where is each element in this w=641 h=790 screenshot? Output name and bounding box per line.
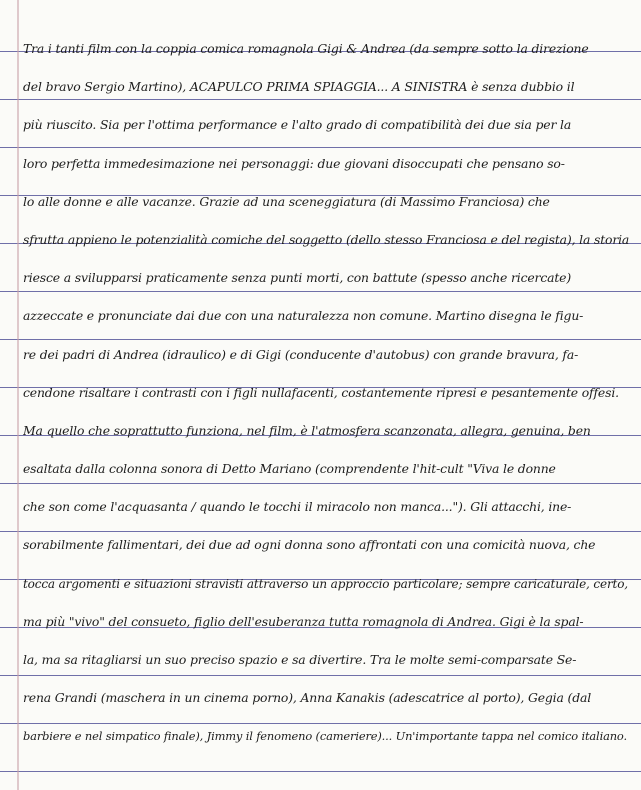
- text-line: ma più "vivo" del consueto, figlio dell'esuberanza tutta romagnola di Andrea. Gigi è la spal-: [23, 613, 584, 629]
- text-line: lo alle donne e alle vacanze. Grazie ad una sceneggiatura (di Massimo Franciosa) che: [23, 193, 550, 209]
- text-line: che son come l'acquasanta / quando le tocchi il miracolo non manca..."). Gli attacchi, ine-: [23, 499, 572, 515]
- text-line: loro perfetta immedesimazione nei personaggi: due giovani disoccupati che pensano so-: [23, 155, 565, 171]
- text-line: sfrutta appieno le potenzialità comiche del soggetto (dello stesso Franciosa e del regista), la storia: [23, 231, 630, 247]
- text-line: Ma quello che soprattutto funziona, nel film, è l'atmosfera scanzonata, allegra, genuina, ben: [23, 422, 591, 438]
- text-line: Tra i tanti film con la coppia comica romagnola Gigi & Andrea (da sempre sotto la direzione: [23, 41, 589, 56]
- text-line: cendone risaltare i contrasti con i figli nullafacenti, costantemente ripresi e pesantemente offesi.: [23, 384, 619, 400]
- text-line: rena Grandi (maschera in un cinema porno), Anna Kanakis (adescatrice al porto), Gegia (dal: [23, 690, 592, 706]
- text-line: azzeccate e pronunciate dai due con una naturalezza non comune. Martino disegna le figu-: [23, 308, 584, 324]
- text-line: sorabilmente fallimentari, dei due ad ogni donna sono affrontati con una comicità nuova, che: [23, 537, 596, 553]
- text-line: tocca argomenti e situazioni stravisti attraverso un approccio particolare; sempre caricaturale, certo,: [23, 576, 628, 591]
- handwritten-review-text: [23, 30, 635, 756]
- margin-line: [17, 0, 19, 790]
- text-line: barbiere e nel simpatico finale), Jimmy il fenomeno (cameriere)... Un'importante tappa nel comico italiano.: [23, 729, 627, 744]
- text-line: riesce a svilupparsi praticamente senza punti morti, con battute (spesso anche ricercate): [23, 270, 572, 286]
- text-line: esaltata dalla colonna sonora di Detto Mariano (comprendente l'hit-cult "Viva le donne: [23, 461, 556, 477]
- text-line: re dei padri di Andrea (idraulico) e di Gigi (conducente d'autobus) con grande bravura, fa-: [23, 346, 579, 362]
- text-line: più riuscito. Sia per l'ottima performance e l'alto grado di compatibilità dei due sia per la: [23, 117, 572, 133]
- text-line: la, ma sa ritagliarsi un suo preciso spazio e sa divertire. Tra le molte semi-comparsate Se-: [23, 652, 577, 667]
- text-line: del bravo Sergio Martino), ACAPULCO PRIMA SPIAGGIA... A SINISTRA è senza dubbio il: [23, 79, 575, 95]
